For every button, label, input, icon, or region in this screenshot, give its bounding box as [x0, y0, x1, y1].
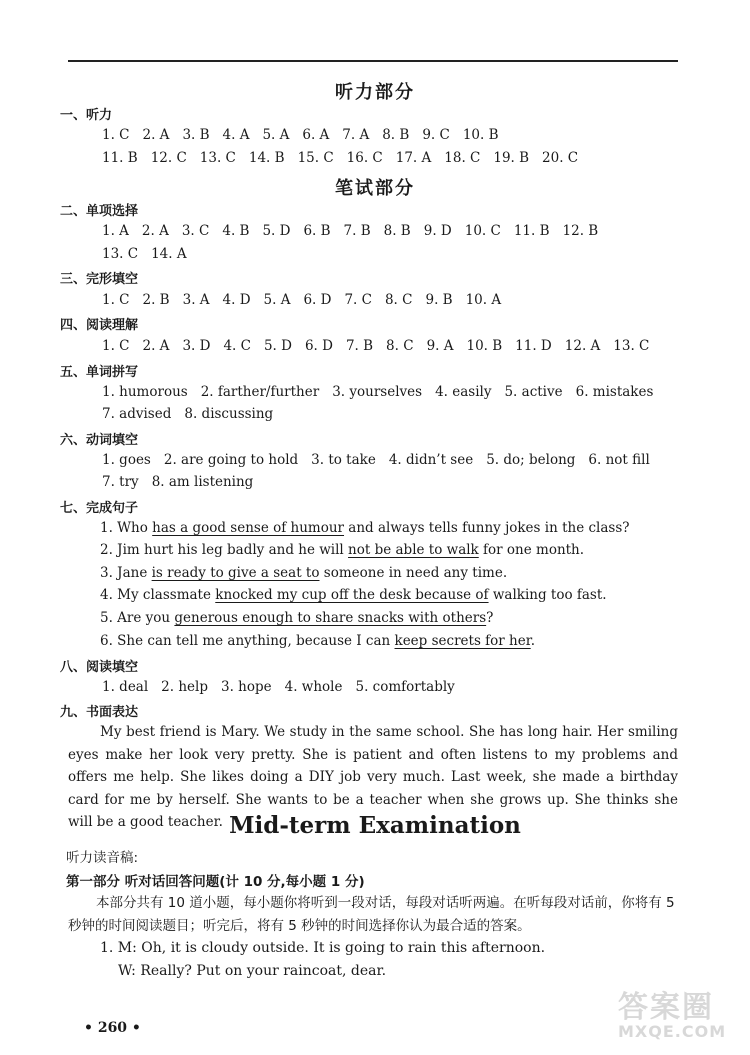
- answer: 9. A: [426, 338, 454, 354]
- answer: 5. comfortably: [355, 679, 455, 695]
- answer: 4. whole: [284, 679, 343, 695]
- answer: 4. C: [223, 338, 251, 354]
- sentence-text: 2. Jim hurt his leg badly and he will: [100, 542, 349, 558]
- answer: 15. C: [297, 150, 334, 166]
- answer-row: [102, 406, 273, 422]
- answer: 3. yourselves: [332, 384, 423, 400]
- answer: 3. hope: [221, 679, 272, 695]
- answer: 5. A: [262, 127, 290, 143]
- answer: 1. humorous: [102, 384, 188, 400]
- answer: 10. B: [462, 127, 499, 143]
- answer: 1. A: [102, 223, 129, 239]
- answer: 2. A: [141, 223, 169, 239]
- answer: 3. B: [182, 127, 210, 143]
- answer: 8. am listening: [151, 474, 254, 490]
- answer: 7. B: [345, 338, 374, 354]
- dialogue-line: 1. M: Oh, it is cloudy outside. It is going to rain this afternoon.: [100, 940, 546, 956]
- section-heading-listening: 一、听力: [60, 108, 113, 123]
- answer: 13. C: [613, 338, 650, 354]
- section-heading-sentences: 七、完成句子: [60, 501, 139, 516]
- top-rule: [68, 60, 678, 62]
- page-number: • 260 •: [84, 1020, 141, 1036]
- answer: 10. C: [464, 223, 501, 239]
- answer: 7. A: [342, 127, 370, 143]
- dialogue-line: W: Really? Put on your raincoat, dear.: [118, 963, 387, 979]
- answer: 9. B: [425, 292, 453, 308]
- answer: 6. D: [303, 292, 332, 308]
- answer: 6. D: [304, 338, 333, 354]
- answer: 13. C: [102, 246, 139, 262]
- answer: 5. A: [263, 292, 291, 308]
- sentence-answer: has a good sense of humour: [152, 520, 345, 536]
- watermark-url: MXQE.COM: [618, 1022, 727, 1041]
- answer: 11. D: [515, 338, 552, 354]
- sentence-answer: knocked my cup off the desk because of: [215, 587, 489, 603]
- answer: 14. A: [151, 246, 187, 262]
- answer: 10. A: [465, 292, 502, 308]
- answer: 11. B: [102, 150, 138, 166]
- answer: 20. C: [542, 150, 579, 166]
- section-heading-reading: 四、阅读理解: [60, 318, 139, 333]
- answer: 2. are going to hold: [163, 452, 299, 468]
- answer-row: [102, 474, 253, 490]
- answer: 2. A: [142, 338, 170, 354]
- answer: 5. active: [504, 384, 563, 400]
- sentence: [100, 610, 493, 626]
- section-heading-writing: 九、书面表达: [60, 705, 139, 720]
- answer: 6. not fill: [588, 452, 650, 468]
- answer-row: [102, 384, 653, 400]
- answer: 8. C: [384, 292, 413, 308]
- answer: 1. C: [102, 127, 130, 143]
- answer-row: [102, 223, 598, 239]
- answer: 7. C: [344, 292, 372, 308]
- sentence: [100, 565, 507, 581]
- answer: 7. advised: [102, 406, 172, 422]
- answer: 1. C: [102, 338, 130, 354]
- written-section-title: 笔试部分: [335, 178, 415, 199]
- answer: 4. A: [222, 127, 250, 143]
- answer: 10. B: [466, 338, 503, 354]
- part1-heading: 第一部分 听对话回答问题(计 10 分,每小题 1 分): [66, 874, 365, 890]
- sentence-answer: is ready to give a seat to: [151, 565, 320, 581]
- answer: 1. C: [102, 292, 130, 308]
- answer: 7. B: [343, 223, 371, 239]
- answer: 8. B: [383, 223, 411, 239]
- answer-row: [102, 246, 187, 262]
- sentence-text: 3. Jane: [100, 565, 152, 581]
- answer: 7. try: [102, 474, 139, 490]
- answer: 9. C: [422, 127, 450, 143]
- sentence-text: ?: [486, 610, 494, 626]
- sentence-answer: generous enough to share snacks with others: [174, 610, 487, 626]
- answer-row: [102, 338, 649, 354]
- watermark-logo: [618, 982, 746, 1052]
- answer: 5. D: [262, 223, 291, 239]
- answer: 14. B: [248, 150, 285, 166]
- sentence: [100, 542, 584, 558]
- sentence-text: 4. My classmate: [100, 587, 216, 603]
- answer-row: [102, 292, 501, 308]
- answer: 2. help: [161, 679, 208, 695]
- essay-paragraph: My best friend is Mary. We study in the same school. She has long hair. Her smiling eyes make her look very pretty. She is patient and often listens to my problems and offers me help. She likes doing a DIY job very much. Last week, she made a birthday card for me by herself. She wants to be a teacher when she grows up. She thinks she will be a good teacher.: [68, 724, 678, 831]
- answer: 17. A: [395, 150, 432, 166]
- answer: 6. B: [303, 223, 331, 239]
- answer: 1. goes: [102, 452, 151, 468]
- section-heading-multiple-choice: 二、单项选择: [60, 204, 139, 219]
- sentence-text: for one month.: [478, 542, 585, 558]
- answer: 5. D: [263, 338, 292, 354]
- listening-section-title: 听力部分: [335, 82, 415, 103]
- answer: 19. B: [493, 150, 530, 166]
- section-heading-cloze: 三、完形填空: [60, 272, 139, 287]
- answer-row: [102, 127, 499, 143]
- exam-title: Mid-term Examination: [229, 812, 521, 839]
- answer: 2. A: [142, 127, 170, 143]
- answer: 3. C: [181, 223, 210, 239]
- sentence-text: 6. She can tell me anything, because I can: [100, 633, 395, 649]
- section-heading-verb-fill: 六、动词填空: [60, 433, 139, 448]
- sentence-text: and always tells funny jokes in the class?: [344, 520, 630, 536]
- answer: 8. discussing: [184, 406, 274, 422]
- answer: 2. B: [142, 292, 170, 308]
- answer: 8. C: [386, 338, 414, 354]
- answer: 11. B: [513, 223, 550, 239]
- answer: 3. D: [182, 338, 211, 354]
- answer: 13. C: [199, 150, 236, 166]
- answer: 4. B: [222, 223, 250, 239]
- sentence-answer: not be able to walk: [348, 542, 479, 558]
- sentence-text: someone in need any time.: [319, 565, 508, 581]
- answer: 12. A: [564, 338, 601, 354]
- script-label: 听力读音稿:: [66, 850, 139, 866]
- sentence: [100, 520, 630, 536]
- section-heading-spelling: 五、单词拼写: [60, 365, 139, 380]
- sentence-text: 1. Who: [100, 520, 153, 536]
- answer: 5. do; belong: [486, 452, 576, 468]
- sentence-answer: keep secrets for her: [394, 633, 531, 649]
- answer: 6. A: [302, 127, 330, 143]
- answer: 4. easily: [435, 384, 492, 400]
- answer: 4. D: [222, 292, 251, 308]
- answer-row: [102, 679, 455, 695]
- answer: 6. mistakes: [575, 384, 654, 400]
- answer: 3. to take: [311, 452, 376, 468]
- answer: 12. C: [150, 150, 187, 166]
- sentence-text: walking too fast.: [488, 587, 607, 603]
- answer: 4. didn’t see: [388, 452, 474, 468]
- sentence-text: .: [530, 633, 535, 649]
- answer: 16. C: [346, 150, 383, 166]
- answer: 18. C: [444, 150, 481, 166]
- answer: 9. D: [423, 223, 452, 239]
- answer: 12. B: [562, 223, 599, 239]
- answer-row: [102, 452, 650, 468]
- sentence: [100, 633, 535, 649]
- part1-instructions: 本部分共有 10 道小题，每小题你将听到一段对话，每段对话听两遍。在听每段对话前，你将有 5 秒钟的时间阅读题目；听完后，将有 5 秒钟的时间选择你认为最合适的答案。: [68, 895, 675, 934]
- answer-row: [102, 150, 578, 166]
- section-heading-reading-fill: 八、阅读填空: [60, 660, 139, 675]
- answer: 1. deal: [102, 679, 149, 695]
- sentence-text: 5. Are you: [100, 610, 175, 626]
- sentence: [100, 587, 607, 603]
- watermark-text: 答案圈: [618, 990, 714, 1025]
- answer: 3. A: [182, 292, 210, 308]
- answer: 2. farther/further: [200, 384, 320, 400]
- answer: 8. B: [382, 127, 410, 143]
